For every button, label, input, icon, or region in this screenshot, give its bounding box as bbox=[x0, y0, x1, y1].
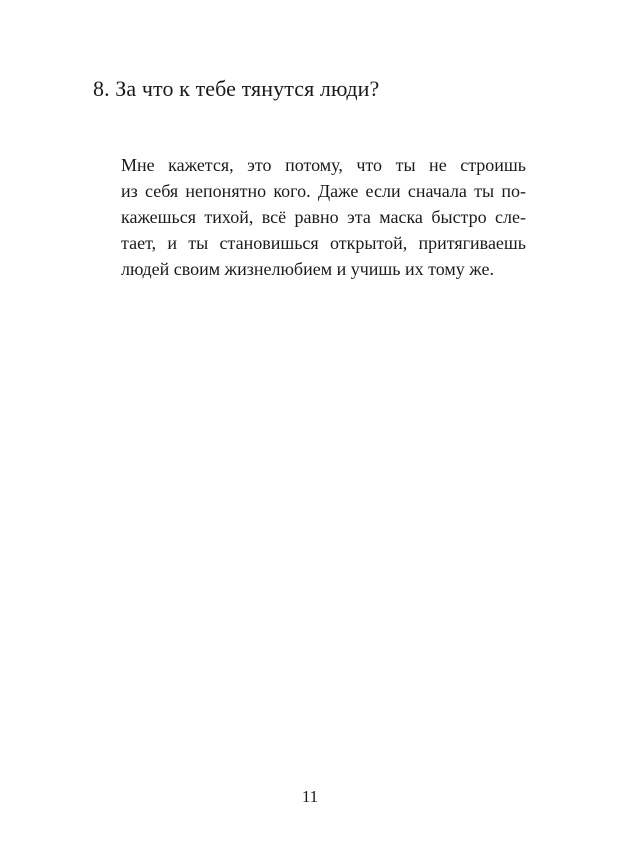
answer-line: кажешься тихой, всё равно эта маска быстро сле- bbox=[121, 207, 526, 227]
page-number: 11 bbox=[301, 787, 319, 806]
answer-paragraph bbox=[121, 152, 526, 282]
answer-line: из себя непонятно кого. Даже если сначала ты по- bbox=[121, 181, 526, 201]
question-heading: 8. За что к тебе тянутся люди? bbox=[93, 76, 380, 101]
answer-line: Мне кажется, это потому, что ты не строишь bbox=[121, 155, 526, 175]
answer-line: людей своим жизнелюбием и учишь их тому же. bbox=[121, 259, 494, 279]
answer-line: тает, и ты становишься открытой, притягиваешь bbox=[121, 233, 526, 253]
